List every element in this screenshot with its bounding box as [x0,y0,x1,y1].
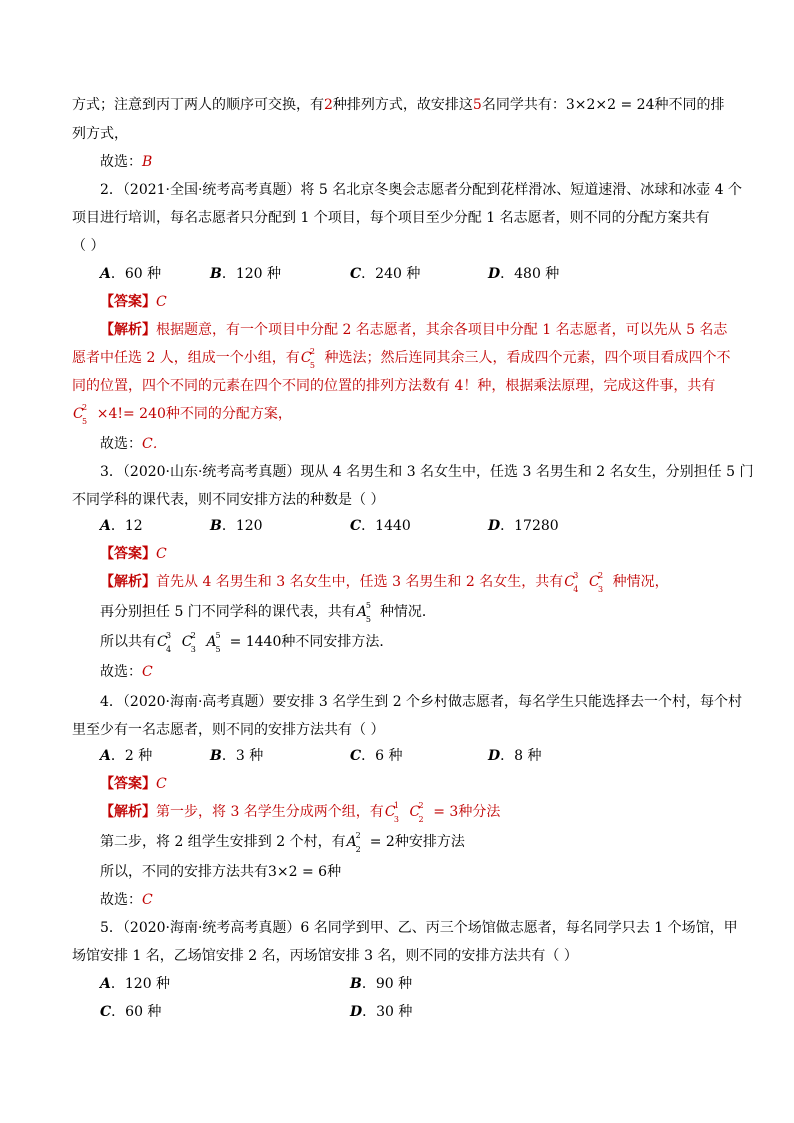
combination-c43: C 3 4 [564,571,579,594]
q3-stem-line-2: 不同学科的课代表，则不同安排方法的种数是（ ） [72,492,385,508]
q2-stem-line-1: 2．（2021·全国·统考高考真题）将 5 名北京冬奥会志愿者分配到花样滑冰、短道速滑、冰球和冰壶 4 个 [100,182,743,198]
permutation-a55: A 5 5 [356,601,371,624]
q5-option-d[interactable]: D．30 种 [350,1004,413,1020]
combination-c31: C 1 3 [384,801,399,824]
q4-explanation-line-3: 所以，不同的安排方法共有3×2 = 6种 [100,864,342,880]
q4-answer: 【答案】C [100,776,167,792]
q2-option-b[interactable]: B．120 种 [210,266,282,282]
q3-explanation-line-2: 再分别担任 5 门不同学科的课代表，共有A 5 5 种情况． [100,601,436,624]
combination-c43-b: C 3 4 [157,631,172,654]
q4-explanation-line-2: 第二步，将 2 组学生安排到 2 个村，有A 2 2 = 2种安排方法 [100,831,465,854]
q3-stem-line-1: 3．（2020·山东·统考高考真题）现从 4 名男生和 3 名女生中，任选 3 名男生和 2 名女生，分别担任 5 门 [100,464,754,480]
q3-explanation-line-1: 【解析】首先从 4 名男生和 3 名女生中，任选 3 名男生和 2 名女生，共有C 3 4 C 2 3 种情况， [100,571,669,594]
q2-stem-line-3: （ ） [72,238,105,254]
permutation-a55-b: A 5 5 [206,631,221,654]
q4-stem-line-1: 4．（2020·海南·高考真题）要安排 3 名学生到 2 个乡村做志愿者，每名学生只能选择去一个村，每个村 [100,694,743,710]
q2-option-a[interactable]: A．60 种 [100,266,162,282]
q5-option-b[interactable]: B．90 种 [350,976,413,992]
q3-answer: 【答案】C [100,546,167,562]
prev-explanation-line-2: 列方式， [72,126,128,142]
q2-explanation-line-3: 同的位置，四个不同的元素在四个不同的位置的排列方法数有 4！种，根据乘法原理，完成这件事，共有 [72,378,716,394]
q4-option-b[interactable]: B．3 种 [210,748,264,764]
combination-c52: C 2 5 [300,347,315,370]
q5-option-a[interactable]: A．120 种 [100,976,171,992]
q3-option-b[interactable]: B．120 [210,518,263,534]
q3-option-c[interactable]: C．1440 [350,518,411,534]
q2-explanation-line-2: 愿者中任选 2 人，组成一个小组，有C 2 5 种选法；然后连同其余三人，看成四个元素，四个项目看成四个不 [72,347,731,370]
q4-option-d[interactable]: D．8 种 [488,748,542,764]
q2-stem-line-2: 项目进行培训，每名志愿者只分配到 1 个项目，每个项目至少分配 1 名志愿者，则不同的分配方案共有 [72,210,710,226]
q2-option-d[interactable]: D．480 种 [488,266,560,282]
prev-answer: 故选：B [100,154,153,170]
prev-explanation-line-1: 方式；注意到丙丁两人的顺序可交换，有2种排列方式，故安排这5名同学共有：3×2×2 = 24种不同的排 [72,97,725,113]
q5-stem-line-1: 5．（2020·海南·统考高考真题）6 名同学到甲、乙、丙三个场馆做志愿者，每名同学只去 1 个场馆，甲 [100,920,738,936]
q5-stem-line-2: 场馆安排 1 名，乙场馆安排 2 名，丙场馆安排 3 名，则不同的安排方法共有（ ） [72,948,578,964]
permutation-a22: A 2 2 [346,831,361,854]
q4-option-c[interactable]: C．6 种 [350,748,403,764]
combination-c22: C 2 2 [409,801,424,824]
q5-option-c[interactable]: C．60 种 [100,1004,162,1020]
combination-c32-b: C 2 3 [181,631,196,654]
q3-explanation-line-3: 所以共有C 3 4 C 2 3 A 5 5 = 1440种不同安排方法． [100,631,394,654]
q2-option-c[interactable]: C．240 种 [350,266,421,282]
q2-answer: 【答案】C [100,294,167,310]
q3-choose: 故选：C [100,664,153,680]
combination-c52-b: C 2 5 [73,403,88,426]
q4-choose: 故选：C [100,892,153,908]
q4-explanation-line-1: 【解析】第一步，将 3 名学生分成两个组，有C 1 3 C 2 2 = 3种分法 [100,801,501,824]
q4-option-a[interactable]: A．2 种 [100,748,153,764]
q2-explanation-line-1: 【解析】根据题意，有一个项目中分配 2 名志愿者，其余各项目中分配 1 名志愿者，可以先从 5 名志 [100,322,728,338]
q3-option-d[interactable]: D．17280 [488,518,559,534]
q4-stem-line-2: 里至少有一名志愿者，则不同的安排方法共有（ ） [72,722,385,738]
q3-option-a[interactable]: A．12 [100,518,143,534]
q2-choose: 故选：C． [100,436,167,452]
q2-explanation-line-4: C 2 5 ×4!= 240种不同的分配方案， [73,403,292,426]
combination-c32: C 2 3 [588,571,604,594]
